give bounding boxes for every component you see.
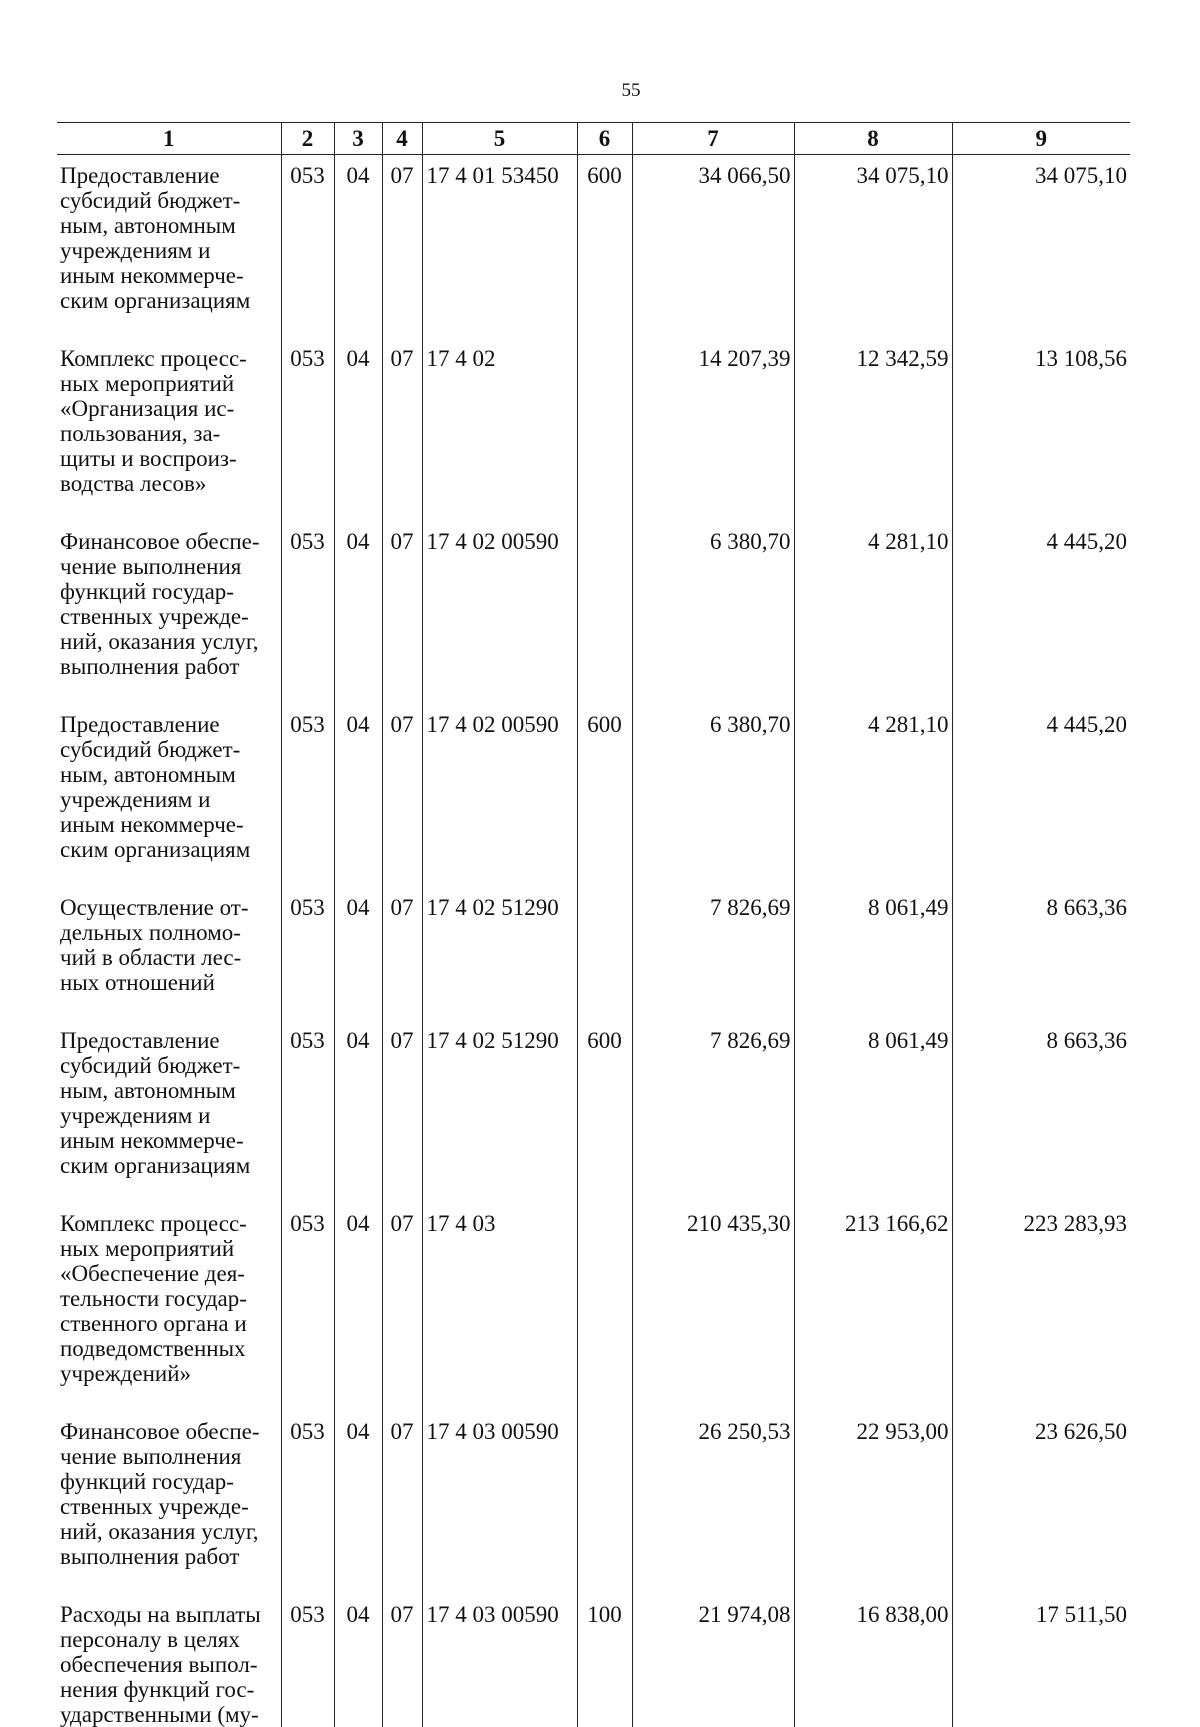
section-cell: 04: [334, 1594, 382, 1727]
amount-year3-cell: 17 511,50: [952, 1594, 1130, 1727]
item-name-line: выполнения работ: [60, 1544, 278, 1569]
grbs-cell: 053: [281, 521, 334, 704]
amount-year1-cell: 14 207,39: [632, 338, 794, 521]
item-name-line: иным некоммерче-: [60, 263, 278, 288]
section-cell: 04: [334, 1203, 382, 1411]
amount-year1-cell: 26 250,53: [632, 1411, 794, 1594]
item-name-line: «Обеспечение дея-: [60, 1261, 278, 1286]
item-name-line: ударственными (му-: [60, 1702, 278, 1727]
amount-year2-cell: 34 075,10: [794, 155, 952, 339]
page-number: 55: [0, 80, 1200, 102]
section-cell: 04: [334, 338, 382, 521]
item-name-cell: [57, 338, 281, 521]
item-name-line: Финансовое обеспе-: [60, 1419, 278, 1444]
section-cell: 04: [334, 887, 382, 1020]
table-row: [57, 338, 1130, 521]
target-article-cell: 17 4 01 53450: [422, 155, 577, 339]
expense-type-cell: 600: [577, 1020, 632, 1203]
item-name-line: выполнения работ: [60, 654, 278, 679]
expense-type-cell: 600: [577, 155, 632, 339]
item-name-line: ственного органа и: [60, 1311, 278, 1336]
table-row: [57, 521, 1130, 704]
header-cell: 8: [794, 123, 952, 155]
amount-year3-cell: 223 283,93: [952, 1203, 1130, 1411]
subsection-cell: 07: [382, 155, 422, 339]
header-cell: 2: [281, 123, 334, 155]
item-name-line: ским организациям: [60, 837, 278, 862]
item-name-cell: [57, 1020, 281, 1203]
item-name-line: ным, автономным: [60, 1078, 278, 1103]
item-name-line: Предоставление: [60, 163, 278, 188]
item-name-cell: [57, 1594, 281, 1727]
target-article-cell: 17 4 03 00590: [422, 1411, 577, 1594]
item-name-line: субсидий бюджет-: [60, 737, 278, 762]
expense-type-cell: [577, 521, 632, 704]
item-name-line: учреждениям и: [60, 238, 278, 263]
item-name-line: Предоставление: [60, 1028, 278, 1053]
header-cell: 7: [632, 123, 794, 155]
item-name-cell: [57, 704, 281, 887]
table-row: [57, 887, 1130, 1020]
table-row: [57, 1203, 1130, 1411]
expense-type-cell: 100: [577, 1594, 632, 1727]
section-cell: 04: [334, 704, 382, 887]
item-name-line: Осуществление от-: [60, 895, 278, 920]
item-name-line: чий в области лес-: [60, 945, 278, 970]
item-name-line: ским организациям: [60, 288, 278, 313]
item-name-line: Комплекс процесс-: [60, 1211, 278, 1236]
item-name-line: щиты и воспроиз-: [60, 446, 278, 471]
item-name-line: тельности государ-: [60, 1286, 278, 1311]
amount-year3-cell: 34 075,10: [952, 155, 1130, 339]
amount-year1-cell: 34 066,50: [632, 155, 794, 339]
amount-year2-cell: 22 953,00: [794, 1411, 952, 1594]
amount-year2-cell: 16 838,00: [794, 1594, 952, 1727]
amount-year1-cell: 210 435,30: [632, 1203, 794, 1411]
grbs-cell: 053: [281, 1594, 334, 1727]
item-name-line: обеспечения выпол-: [60, 1652, 278, 1677]
grbs-cell: 053: [281, 338, 334, 521]
table-row: [57, 1411, 1130, 1594]
amount-year1-cell: 6 380,70: [632, 704, 794, 887]
target-article-cell: 17 4 02: [422, 338, 577, 521]
item-name-line: учреждений»: [60, 1361, 278, 1386]
table-body: [57, 155, 1130, 1727]
item-name-line: чение выполнения: [60, 554, 278, 579]
table-row: [57, 1020, 1130, 1203]
amount-year2-cell: 8 061,49: [794, 1020, 952, 1203]
grbs-cell: 053: [281, 704, 334, 887]
expense-type-cell: [577, 1203, 632, 1411]
item-name-line: нения функций гос-: [60, 1677, 278, 1702]
target-article-cell: 17 4 03 00590: [422, 1594, 577, 1727]
item-name-line: Расходы на выплаты: [60, 1602, 278, 1627]
header-cell: 1: [57, 123, 281, 155]
item-name-line: чение выполнения: [60, 1444, 278, 1469]
amount-year2-cell: 4 281,10: [794, 521, 952, 704]
item-name-cell: [57, 521, 281, 704]
subsection-cell: 07: [382, 338, 422, 521]
section-cell: 04: [334, 1020, 382, 1203]
budget-table: [57, 122, 1130, 1727]
target-article-cell: 17 4 02 00590: [422, 521, 577, 704]
amount-year2-cell: 4 281,10: [794, 704, 952, 887]
subsection-cell: 07: [382, 704, 422, 887]
grbs-cell: 053: [281, 1203, 334, 1411]
expense-type-cell: [577, 1411, 632, 1594]
item-name-line: ным, автономным: [60, 762, 278, 787]
item-name-line: Финансовое обеспе-: [60, 529, 278, 554]
table-row: [57, 704, 1130, 887]
item-name-line: пользования, за-: [60, 421, 278, 446]
item-name-line: иным некоммерче-: [60, 1128, 278, 1153]
subsection-cell: 07: [382, 1020, 422, 1203]
subsection-cell: 07: [382, 521, 422, 704]
grbs-cell: 053: [281, 1020, 334, 1203]
item-name-line: ственных учрежде-: [60, 604, 278, 629]
item-name-cell: [57, 1203, 281, 1411]
item-name-cell: [57, 155, 281, 339]
amount-year3-cell: 23 626,50: [952, 1411, 1130, 1594]
item-name-line: ским организациям: [60, 1153, 278, 1178]
item-name-line: подведомственных: [60, 1336, 278, 1361]
item-name-line: ных мероприятий: [60, 1236, 278, 1261]
item-name-line: персоналу в целях: [60, 1627, 278, 1652]
header-cell: 9: [952, 123, 1130, 155]
grbs-cell: 053: [281, 1411, 334, 1594]
expense-type-cell: 600: [577, 704, 632, 887]
amount-year2-cell: 8 061,49: [794, 887, 952, 1020]
item-name-line: функций государ-: [60, 1469, 278, 1494]
item-name-line: учреждениям и: [60, 1103, 278, 1128]
amount-year3-cell: 13 108,56: [952, 338, 1130, 521]
expense-type-cell: [577, 338, 632, 521]
amount-year1-cell: 21 974,08: [632, 1594, 794, 1727]
section-cell: 04: [334, 155, 382, 339]
amount-year3-cell: 8 663,36: [952, 1020, 1130, 1203]
amount-year3-cell: 4 445,20: [952, 704, 1130, 887]
item-name-cell: [57, 887, 281, 1020]
amount-year2-cell: 12 342,59: [794, 338, 952, 521]
item-name-line: ных мероприятий: [60, 371, 278, 396]
amount-year1-cell: 7 826,69: [632, 887, 794, 1020]
item-name-line: ний, оказания услуг,: [60, 1519, 278, 1544]
item-name-line: функций государ-: [60, 579, 278, 604]
item-name-line: ственных учрежде-: [60, 1494, 278, 1519]
section-cell: 04: [334, 1411, 382, 1594]
header-cell: 5: [422, 123, 577, 155]
header-cell: 3: [334, 123, 382, 155]
item-name-line: ных отношений: [60, 970, 278, 995]
amount-year3-cell: 4 445,20: [952, 521, 1130, 704]
item-name-line: Комплекс процесс-: [60, 346, 278, 371]
subsection-cell: 07: [382, 1203, 422, 1411]
table-row: [57, 155, 1130, 339]
item-name-line: водства лесов»: [60, 471, 278, 496]
header-cell: 4: [382, 123, 422, 155]
target-article-cell: 17 4 03: [422, 1203, 577, 1411]
item-name-line: «Организация ис-: [60, 396, 278, 421]
amount-year1-cell: 6 380,70: [632, 521, 794, 704]
target-article-cell: 17 4 02 51290: [422, 887, 577, 1020]
item-name-line: субсидий бюджет-: [60, 188, 278, 213]
grbs-cell: 053: [281, 887, 334, 1020]
subsection-cell: 07: [382, 1411, 422, 1594]
header-cell: 6: [577, 123, 632, 155]
target-article-cell: 17 4 02 00590: [422, 704, 577, 887]
grbs-cell: 053: [281, 155, 334, 339]
expense-type-cell: [577, 887, 632, 1020]
subsection-cell: 07: [382, 1594, 422, 1727]
item-name-line: Предоставление: [60, 712, 278, 737]
item-name-line: субсидий бюджет-: [60, 1053, 278, 1078]
amount-year1-cell: 7 826,69: [632, 1020, 794, 1203]
item-name-line: дельных полномо-: [60, 920, 278, 945]
table-row: [57, 1594, 1130, 1727]
item-name-cell: [57, 1411, 281, 1594]
section-cell: 04: [334, 521, 382, 704]
table-header-row: [57, 123, 1130, 155]
item-name-line: ний, оказания услуг,: [60, 629, 278, 654]
amount-year2-cell: 213 166,62: [794, 1203, 952, 1411]
item-name-line: ным, автономным: [60, 213, 278, 238]
item-name-line: учреждениям и: [60, 787, 278, 812]
item-name-line: иным некоммерче-: [60, 812, 278, 837]
amount-year3-cell: 8 663,36: [952, 887, 1130, 1020]
subsection-cell: 07: [382, 887, 422, 1020]
target-article-cell: 17 4 02 51290: [422, 1020, 577, 1203]
